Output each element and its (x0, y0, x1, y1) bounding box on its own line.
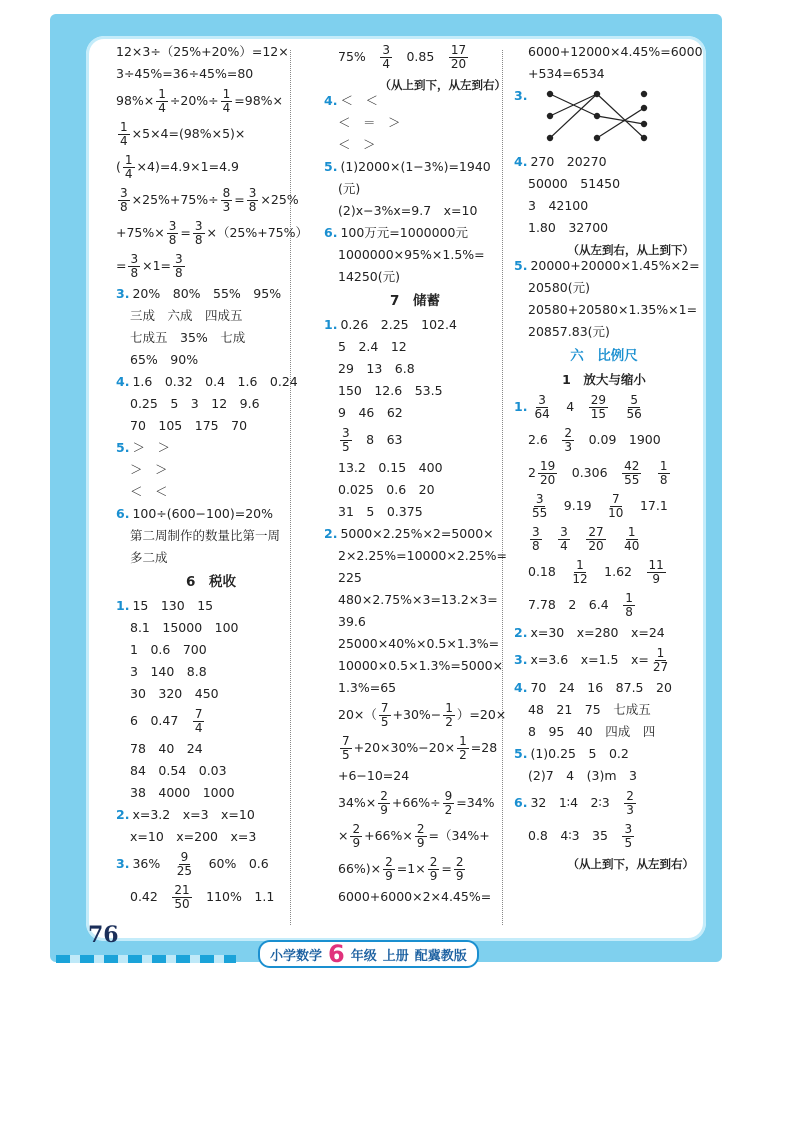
fraction: $\frac{3}{64}$ (534, 393, 550, 421)
fraction: $\frac{3}{8}$ (168, 219, 177, 247)
text-line: 20857.83(元) (528, 324, 610, 339)
text-line: 75% $\frac{3}{4}$ 0.85 $\frac{17}{20}$ (338, 43, 467, 71)
text-line: 3. x=3.6 x=1.5 x= $\frac{1}{27}$ (514, 646, 669, 674)
text-line: 78 40 24 (130, 741, 203, 756)
text-line: $\frac{3}{8}$ ×25%+75%÷ $\frac{8}{3}$ = $\frac{3}{8}$ ×25% (120, 186, 299, 214)
text-line: × $\frac{2}{9}$ +66%× $\frac{2}{9}$ =（34%+ (338, 822, 490, 850)
text-line: 1. 0.26 2.25 102.4 (324, 317, 457, 332)
fraction: $\frac{1}{4}$ (120, 120, 128, 148)
text-line: 2. x=30 x=280 x=24 (514, 625, 665, 640)
text-line: 3. 20% 80% 55% 95% (116, 286, 282, 301)
fraction: $\frac{9}{25}$ (176, 850, 193, 878)
fraction: $\frac{1}{27}$ (652, 646, 669, 674)
text-line: 20580(元) (528, 280, 591, 295)
section-title: 7 储蓄 (390, 293, 440, 309)
text-line: 3. 36% $\frac{9}{25}$ 60% 0.6 (116, 850, 269, 878)
note: （从上到下，从左到右） (567, 857, 694, 871)
fraction: $\frac{2}{9}$ (385, 855, 393, 883)
fraction: $\frac{27}{20}$ (588, 525, 604, 553)
fraction: $\frac{19}{20}$ (539, 459, 556, 487)
fraction: $\frac{17}{20}$ (450, 43, 467, 71)
fraction: $\frac{3}{8}$ (120, 186, 128, 214)
footer-term: 上册 (382, 948, 409, 964)
text-line: +6−10=24 (338, 768, 410, 783)
fraction: $\frac{1}{2}$ (445, 701, 453, 729)
fraction: $\frac{7}{5}$ (380, 701, 389, 729)
match-line (597, 94, 644, 138)
fraction: $\frac{2}{9}$ (380, 789, 388, 817)
section-title: 6 税收 (186, 574, 236, 590)
fraction: $\frac{3}{5}$ (624, 822, 633, 850)
text-line: $\frac{3}{5}$ 8 63 (342, 426, 403, 454)
chapter-title: 六 比例尺 (570, 348, 638, 364)
text-line: 50000 51450 (528, 176, 621, 191)
text-line: 5. ＞ ＞ (116, 440, 170, 455)
fraction: $\frac{1}{40}$ (624, 525, 640, 553)
text-line: 25000×40%×0.5×1.3%= (338, 636, 500, 651)
text-line (514, 526, 694, 553)
fraction: $\frac{42}{55}$ (624, 459, 640, 487)
text-line: 2. 5000×2.25%×2=5000× (324, 526, 494, 541)
fraction: $\frac{3}{8}$ (532, 525, 540, 553)
fraction: $\frac{2}{9}$ (416, 822, 425, 850)
text-line: 34%× $\frac{2}{9}$ +66%÷ $\frac{9}{2}$ =34% (338, 789, 495, 817)
text-line: 38 4000 1000 (130, 785, 235, 800)
text-line: ＞ ＞ (130, 462, 168, 477)
text-line: 8.1 15000 100 (130, 620, 239, 635)
text-line: (元) (338, 181, 361, 196)
text-line: 5. 20000+20000×1.45%×2= (514, 258, 700, 273)
text-line: 6000+12000×4.45%=6000 (528, 44, 703, 59)
fraction: $\frac{21}{50}$ (174, 883, 190, 911)
text-line: 2.6 $\frac{2}{3}$ 0.09 1900 (528, 426, 661, 454)
text-line: 150 12.6 53.5 (338, 383, 443, 398)
text-line: 三成 六成 四成五 (130, 308, 243, 323)
column-left (116, 44, 309, 917)
fraction: $\frac{3}{8}$ (175, 252, 183, 280)
text-line: $\frac{1}{4}$ ×5×4=(98%×5)× (120, 120, 246, 148)
text-line: 5. (1)2000×(1−3%)=1940 (324, 159, 491, 174)
text-line: x=10 x=200 x=3 (130, 829, 257, 844)
text-line: 5. (1)0.25 5 0.2 (514, 746, 629, 761)
text-line: 3 42100 (528, 198, 589, 213)
fraction: $\frac{1}{8}$ (625, 591, 633, 619)
matching-diagram (542, 88, 662, 144)
match-line (550, 94, 597, 138)
text-line: 9 46 62 (338, 405, 403, 420)
text-line: 2. x=3.2 x=3 x=10 (116, 807, 255, 822)
text-line: $\frac{3}{55}$ 9.19 $\frac{7}{10}$ 17.1 (532, 492, 668, 520)
text-line: 7.78 2 6.4 $\frac{1}{8}$ (528, 591, 633, 619)
text-line: 1.3%=65 (338, 680, 397, 695)
fraction: $\frac{5}{56}$ (626, 393, 642, 421)
text-line: 480×2.75%×3=13.2×3= (338, 592, 498, 607)
text-line: 6. 100万元=1000000元 (324, 225, 468, 240)
column-right (514, 44, 703, 872)
fraction: $\frac{9}{2}$ (444, 789, 453, 817)
text-line: 65% 90% (130, 352, 199, 367)
fraction: $\frac{29}{15}$ (590, 393, 606, 421)
text-line: 1 0.6 700 (130, 642, 207, 657)
text-line: 2×2.25%=10000×2.25%= (338, 548, 508, 563)
text-line: 6. 32 1∶4 2∶3 $\frac{2}{3}$ (514, 789, 634, 817)
fraction: $\frac{2}{9}$ (352, 822, 361, 850)
text-line: +75%× $\frac{3}{8}$ = $\frac{3}{8}$ ×（25%+75%） (116, 219, 309, 247)
text-line: 29 13 6.8 (338, 361, 415, 376)
text-line: 10000×0.5×1.3%=5000× (338, 658, 504, 673)
text-line: 4. 270 20270 (514, 154, 607, 169)
text-line: 30 320 450 (130, 686, 219, 701)
text-line: 98%× $\frac{1}{4}$ ÷20%÷ $\frac{1}{4}$ =98%× (116, 87, 284, 115)
fraction: $\frac{3}{8}$ (194, 219, 203, 247)
text-line: (2)7 4 (3)m 3 (528, 768, 637, 783)
text-line: $\frac{7}{5}$ +20×30%−20× $\frac{1}{2}$ =28 (342, 734, 498, 762)
text-line: ＜ ＜ (130, 484, 168, 499)
text-line: 4. ＜ ＜ (324, 93, 378, 108)
text-line: 4. 70 24 16 87.5 20 (514, 680, 672, 695)
text-line: 1. $\frac{3}{64}$ 4 $\frac{29}{15}$ $\frac{5}{56}$ (514, 393, 642, 421)
text-line: 31 5 0.375 (338, 504, 423, 519)
text-line: 20×（ $\frac{7}{5}$ +30%− $\frac{1}{2}$ ）=20× (338, 701, 507, 729)
text-line: 0.18 $\frac{1}{12}$ 1.62 $\frac{11}{9}$ (528, 558, 664, 586)
fraction: $\frac{1}{12}$ (572, 558, 588, 586)
text-line: 0.8 4∶3 35 $\frac{3}{5}$ (528, 822, 633, 850)
text-line: (2)x−3%x=9.7 x=10 (338, 203, 478, 218)
text-line: 5 2.4 12 (338, 339, 407, 354)
text-line: 4. 1.6 0.32 0.4 1.6 0.24 (116, 374, 298, 389)
fraction: $\frac{11}{9}$ (648, 558, 664, 586)
footer-grade-number: 6 (328, 940, 345, 968)
text-line: 1. 15 130 15 (116, 598, 214, 613)
fraction: $\frac{7}{10}$ (608, 492, 624, 520)
text-line: = $\frac{3}{8}$ ×1= $\frac{3}{8}$ (116, 252, 183, 280)
answer-page (86, 36, 706, 941)
column-middle (324, 44, 506, 911)
text-line: 3 140 8.8 (130, 664, 207, 679)
footer-banner (258, 940, 479, 968)
text-line: ( $\frac{1}{4}$ ×4)=4.9×1=4.9 (116, 153, 239, 181)
text-line: 1000000×95%×1.5%= (338, 247, 485, 262)
text-line: 6 0.47 $\frac{7}{4}$ (130, 707, 203, 735)
fraction: $\frac{2}{3}$ (626, 789, 634, 817)
text-line: 0.025 0.6 20 (338, 482, 435, 497)
text-line: 6. 100÷(600−100)=20% (116, 506, 273, 521)
text-line: 14250(元) (338, 269, 401, 284)
text-line: 3. (514, 88, 694, 148)
fraction: $\frac{2}{9}$ (455, 855, 464, 883)
footer-edition: 配冀教版 (414, 948, 467, 964)
text-line: 20580+20580×1.35%×1= (528, 302, 698, 317)
frame-stripe (56, 955, 236, 963)
text-line: 6000+6000×2×4.45%= (338, 889, 492, 904)
section-title: 1 放大与缩小 (562, 372, 646, 387)
text-line: 8 95 40 四成 四 (528, 724, 656, 739)
text-line: 3÷45%=36÷45%=80 (116, 66, 254, 81)
text-line: 66%)× $\frac{2}{9}$ =1× $\frac{2}{9}$ = $\frac{2}{9}$ (338, 855, 464, 883)
fraction: $\frac{1}{2}$ (459, 734, 467, 762)
text-line: 12×3÷（25%+20%）=12× (116, 44, 289, 59)
text-line: 1.80 32700 (528, 220, 609, 235)
fraction: $\frac{1}{4}$ (124, 153, 133, 181)
note: （从上到下，从左到右） (379, 78, 506, 92)
text-line: +534=6534 (528, 66, 605, 81)
text-line: 13.2 0.15 400 (338, 460, 443, 475)
fraction: $\frac{7}{5}$ (342, 734, 350, 762)
text-line: 0.25 5 3 12 9.6 (130, 396, 260, 411)
fraction: $\frac{3}{8}$ (130, 252, 139, 280)
note: （从左到右，从上到下） (567, 243, 694, 257)
text-line: 第二周制作的数量比第一周 (130, 528, 281, 543)
text-line: ＜ ＞ (338, 137, 376, 152)
page-number: 76 (88, 922, 119, 948)
text-line: 2 $\frac{19}{20}$ 0.306 $\frac{42}{55}$ $\frac{1}{8}$ (528, 459, 668, 487)
footer-subject: 小学数学 (270, 948, 323, 964)
text-line: 48 21 75 七成五 (528, 702, 651, 717)
fraction: $\frac{8}{3}$ (222, 186, 231, 214)
fraction: $\frac{7}{4}$ (194, 707, 203, 735)
fraction: $\frac{1}{8}$ (659, 459, 668, 487)
fraction: $\frac{3}{4}$ (560, 525, 568, 553)
dot-right-1 (641, 91, 646, 96)
fraction: $\frac{3}{5}$ (342, 426, 350, 454)
fraction: $\frac{1}{4}$ (158, 87, 166, 115)
text-line: 225 (338, 570, 362, 585)
text-line: 70 105 175 70 (130, 418, 248, 433)
text-line: ＜ ＝ ＞ (338, 115, 401, 130)
fraction: $\frac{2}{3}$ (564, 426, 573, 454)
footer-grade-word: 年级 (350, 948, 377, 964)
text-line: 39.6 (338, 614, 366, 629)
fraction: $\frac{3}{55}$ (532, 492, 548, 520)
text-line: 多二成 (130, 550, 168, 565)
fraction: $\frac{1}{4}$ (222, 87, 231, 115)
text-line: 0.42 $\frac{21}{50}$ 110% 1.1 (130, 883, 275, 911)
fraction: $\frac{3}{4}$ (382, 43, 390, 71)
text-line: 84 0.54 0.03 (130, 763, 227, 778)
fraction: $\frac{2}{9}$ (429, 855, 438, 883)
fraction: $\frac{3}{8}$ (248, 186, 257, 214)
text-line: 七成五 35% 七成 (130, 330, 246, 345)
